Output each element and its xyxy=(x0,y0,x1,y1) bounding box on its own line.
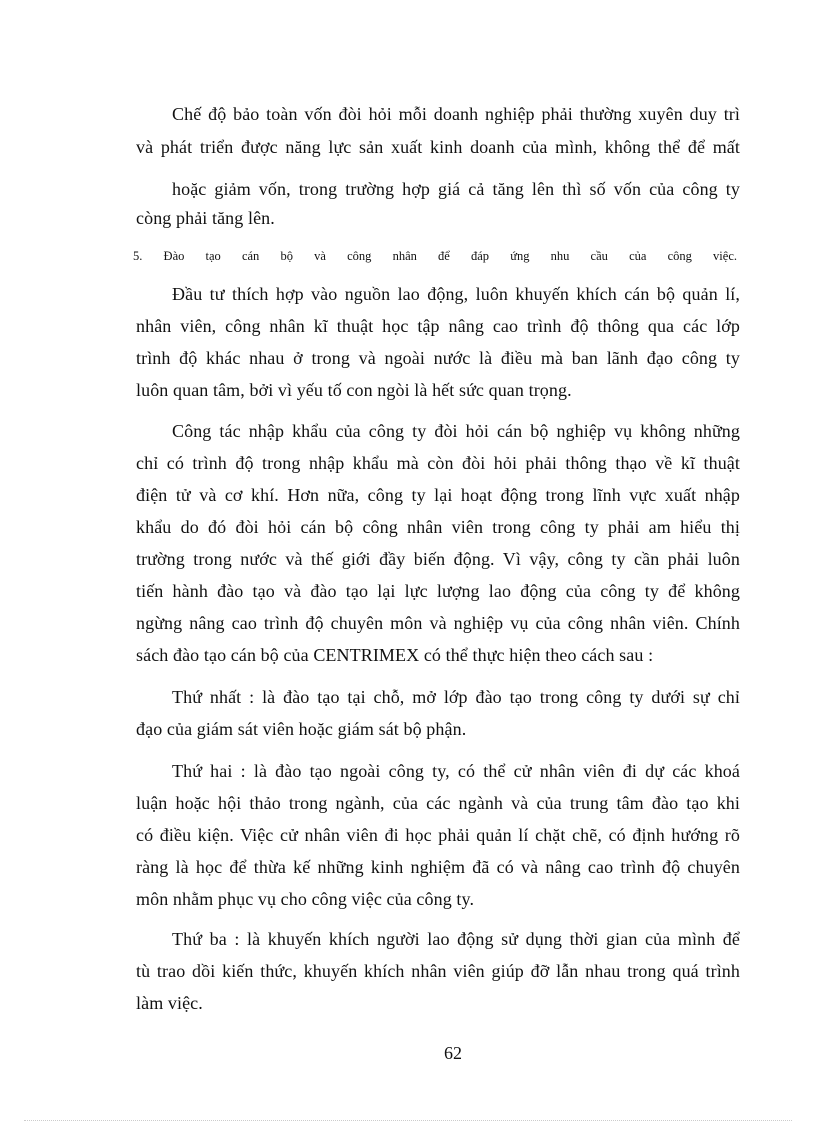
paragraph-1-line-1: Chế độ bảo toàn vốn đòi hỏi mỗi doanh nghiệp phải thường xuyên duy trì xyxy=(172,104,740,124)
paragraph-3-line-5: trường trong nước và thế giới đầy biến động. Vì vậy, công ty cần phải luôn xyxy=(136,549,740,569)
paragraph-3-line-7: ngừng nâng cao trình độ chuyên môn và nghiệp vụ của công nhân viên. Chính xyxy=(136,613,740,633)
section-heading-5: 5. Đào tạo cán bộ và công nhân để đáp ứng nhu cầu của công việc. xyxy=(133,249,737,263)
paragraph-3-line-3: điện tử và cơ khí. Hơn nữa, công ty lại hoạt động trong lĩnh vực xuất nhập xyxy=(136,485,740,505)
paragraph-5-line-1: Thứ hai : là đào tạo ngoài công ty, có thể cử nhân viên đi dự các khoá xyxy=(172,761,740,781)
paragraph-1-line-2: và phát triển được năng lực sản xuất kinh doanh của mình, không thể để mất xyxy=(136,137,740,157)
paragraph-1-line-3: hoặc giảm vốn, trong trường hợp giá cả tăng lên thì số vốn của công ty xyxy=(172,179,740,199)
page-number: 62 xyxy=(444,1043,462,1063)
paragraph-3-line-8: sách đào tạo cán bộ của CENTRIMEX có thể thực hiện theo cách sau : xyxy=(136,645,654,665)
paragraph-4-line-1: Thứ nhất : là đào tạo tại chỗ, mở lớp đào tạo trong công ty dưới sự chỉ xyxy=(172,687,740,707)
paragraph-3-line-6: tiến hành đào tạo và đào tạo lại lực lượng lao động của công ty để không xyxy=(136,581,740,601)
paragraph-2-line-2: nhân viên, công nhân kĩ thuật học tập nâng cao trình độ thông qua các lớp xyxy=(136,316,740,336)
paragraph-3-line-2: chỉ có trình độ trong nhập khẩu mà còn đòi hỏi phải thông thạo về kĩ thuật xyxy=(136,453,740,473)
paragraph-6-line-1: Thứ ba : là khuyến khích người lao động sử dụng thời gian của mình để xyxy=(172,929,740,949)
paragraph-5-line-2: luận hoặc hội thảo trong ngành, của các ngành và của trung tâm đào tạo khi xyxy=(136,793,740,813)
paragraph-4-line-2: đạo của giám sát viên hoặc giám sát bộ phận. xyxy=(136,719,467,739)
paragraph-5-line-5: môn nhằm phục vụ cho công việc của công ty. xyxy=(136,889,475,909)
paragraph-2-line-1: Đầu tư thích hợp vào nguồn lao động, luôn khuyến khích cán bộ quản lí, xyxy=(172,284,740,304)
paragraph-6-line-3: làm việc. xyxy=(136,993,203,1013)
paragraph-6-line-2: tù trao dồi kiến thức, khuyến khích nhân viên giúp đỡ lẫn nhau trong quá trình xyxy=(136,961,740,981)
footer-divider xyxy=(24,1120,792,1121)
paragraph-3-line-1: Công tác nhập khẩu của công ty đòi hỏi cán bộ nghiệp vụ không những xyxy=(172,421,740,441)
paragraph-5-line-3: có điều kiện. Việc cử nhân viên đi học phải quản lí chặt chẽ, có định hướng rõ xyxy=(136,825,740,845)
paragraph-5-line-4: ràng là học để thừa kế những kinh nghiệm đã có và nâng cao trình độ chuyên xyxy=(136,857,740,877)
paragraph-2-line-3: trình độ khác nhau ở trong và ngoài nước là điều mà ban lãnh đạo công ty xyxy=(136,348,740,368)
paragraph-1-line-4: còng phải tăng lên. xyxy=(136,208,275,228)
paragraph-3-line-4: khẩu do đó đòi hỏi cán bộ công nhân viên trong công ty phải am hiểu thị xyxy=(136,517,740,537)
paragraph-2-line-4: luôn quan tâm, bởi vì yếu tố con ngòi là hết sức quan trọng. xyxy=(136,380,572,400)
